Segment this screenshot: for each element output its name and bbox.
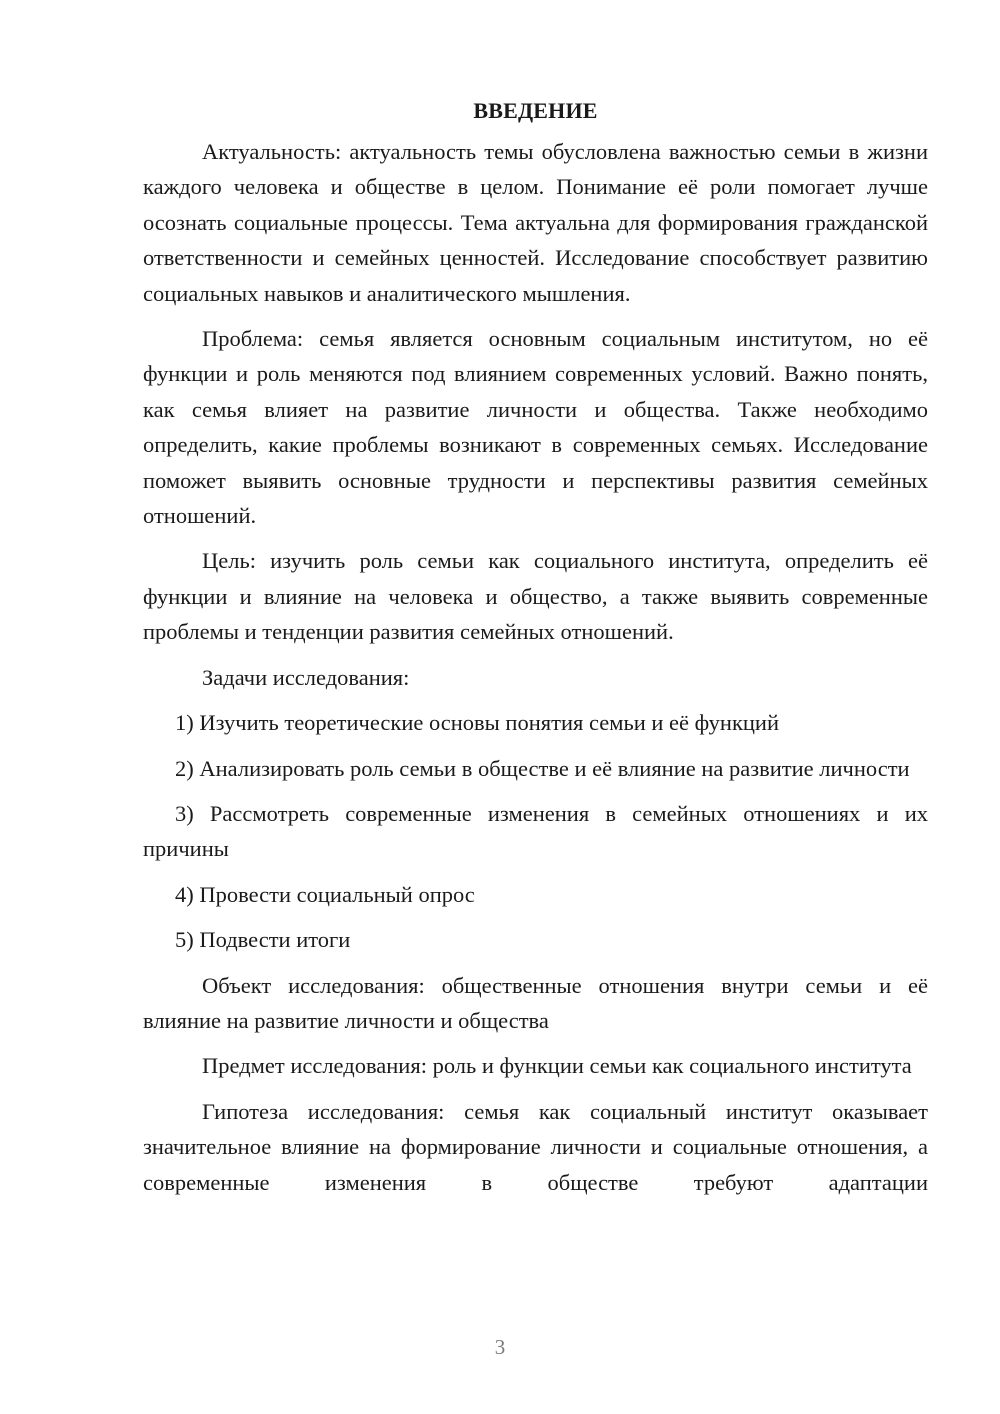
paragraph-relevance: Актуальность: актуальность темы обусловлена важностью семьи в жизни каждого человека и обществе в целом. Понимание её роли помогает лучше осознать социальные процессы. Тема актуальна для формирования гражданской ответственности и семейных ценностей. Исследование способствует развитию социальных навыков и аналитического мышления.	[143, 139, 928, 306]
task-item-4: 4) Провести социальный опрос	[175, 881, 475, 907]
task-item-5: 5) Подвести итоги	[175, 927, 351, 953]
page-number: 3	[494, 1335, 506, 1359]
page-title: ВВЕДЕНИЕ	[473, 98, 598, 123]
task-item-3: 3) Рассмотреть современные изменения в семейных отношениях и их причины	[143, 800, 928, 862]
task-item-2: 2) Анализировать роль семьи в обществе и её влияние на развитие личности	[175, 755, 910, 781]
document-page	[143, 94, 928, 1210]
paragraph-object: Объект исследования: общественные отношения внутри семьи и её влияние на развитие личности и общества	[143, 972, 928, 1033]
paragraph-goal: Цель: изучить роль семьи как социального института, определить её функции и влияние на человека и общество, а также выявить современные проблемы и тенденции развития семейных отношений.	[143, 548, 928, 645]
paragraph-hypothesis: Гипотеза исследования: семья как социальный институт оказывает значительное влияние на формирование личности и социальные отношения, а современные изменения в обществе требуют адаптации	[143, 1098, 928, 1195]
paragraph-tasks-heading: Задачи исследования:	[202, 664, 410, 690]
paragraph-problem: Проблема: семья является основным социальным институтом, но её функции и роль меняются под влиянием современных условий. Важно понять, как семья влияет на развитие личности и общества. Также необходимо определить, какие проблемы возникают в современных семьях. Исследование поможет выявить основные трудности и перспективы развития семейных отношений.	[143, 326, 928, 529]
paragraph-subject: Предмет исследования: роль и функции семьи как социального института	[202, 1053, 912, 1079]
task-item-1: 1) Изучить теоретические основы понятия семьи и её функций	[175, 710, 779, 736]
